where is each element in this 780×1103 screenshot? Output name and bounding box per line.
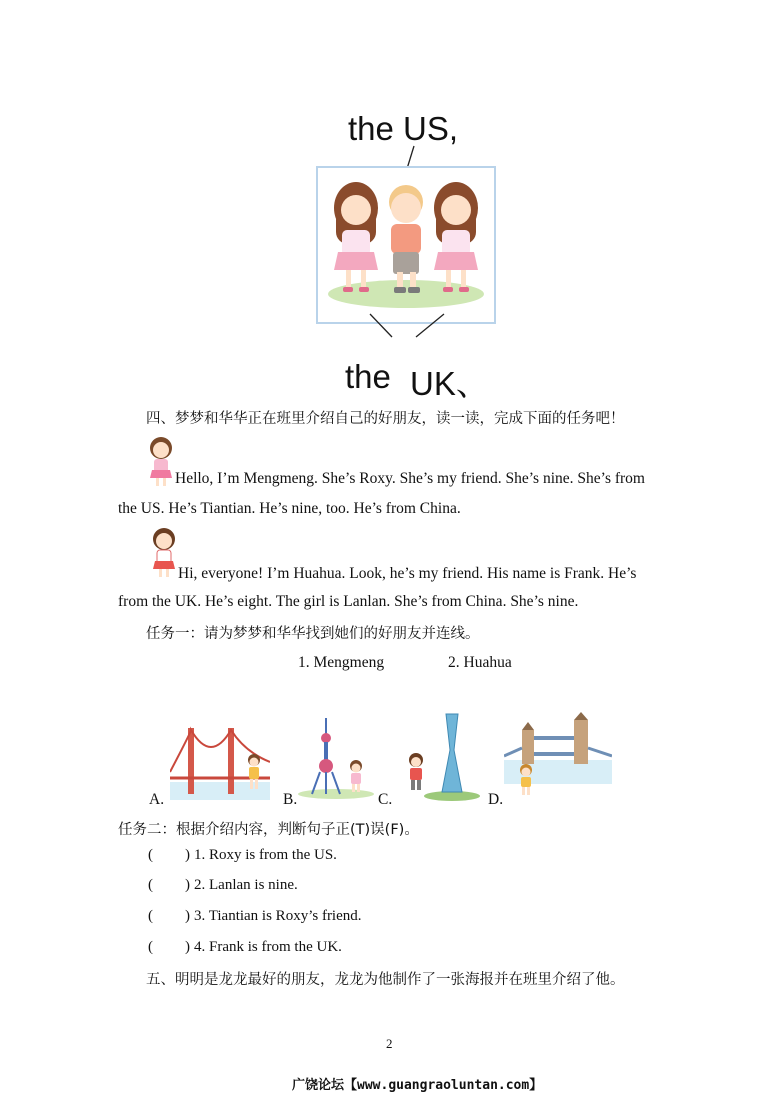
statement-2-text: 2. Lanlan is nine. xyxy=(194,877,298,893)
tower-bridge-icon xyxy=(504,712,612,796)
task-2-title: 任务二：根据介绍内容，判断句子正(T)误(F)。 xyxy=(118,822,419,838)
footer-site-name: 广饶论坛 xyxy=(292,1078,345,1093)
huahua-text-line-1: Hi, everyone! I’m Huahua. Look, he’s my friend. His name is Frank. He’s xyxy=(178,565,637,582)
mengmeng-text-line-2: the US. He’s Tiantian. He’s nine, too. He’s from China. xyxy=(118,500,461,517)
three-kids-illustration xyxy=(316,166,496,326)
statement-1-close-paren: ) xyxy=(185,847,190,863)
option-d-label: D. xyxy=(488,791,504,808)
statement-4-open-paren: ( xyxy=(148,939,153,955)
label-the-us: the US, xyxy=(348,110,459,147)
statement-4-text: 4. Frank is from the UK. xyxy=(194,939,342,955)
page-number: 2 xyxy=(386,1036,393,1051)
option-b-label: B. xyxy=(283,791,298,808)
mengmeng-avatar-icon xyxy=(148,436,174,488)
label-uk: UK、 xyxy=(410,365,489,402)
oriental-pearl-tower-icon xyxy=(296,714,376,800)
huahua-avatar-icon xyxy=(150,527,178,581)
statement-1-text: 1. Roxy is from the US. xyxy=(194,847,337,863)
statement-3-open-paren: ( xyxy=(148,908,153,924)
footer-url[interactable]: 【www.guangraoluntan.com】 xyxy=(344,1078,543,1093)
pointer-lines-uk xyxy=(364,310,454,340)
statement-2-close-paren: ) xyxy=(185,877,190,893)
golden-gate-bridge-icon xyxy=(170,722,270,802)
statement-3-text: 3. Tiantian is Roxy’s friend. xyxy=(194,908,362,924)
choice-mengmeng: 1. Mengmeng xyxy=(298,654,385,671)
task-1-title: 任务一：请为梦梦和华华找到她们的好朋友并连线。 xyxy=(146,626,480,642)
section-5-title: 五、明明是龙龙最好的朋友，龙龙为他制作了一张海报并在班里介绍了他。 xyxy=(146,972,625,988)
label-the: the xyxy=(345,358,391,395)
canton-tower-icon xyxy=(400,710,484,802)
choice-huahua: 2. Huahua xyxy=(448,654,512,671)
section-4-title: 四、梦梦和华华正在班里介绍自己的好朋友，读一读，完成下面的任务吧！ xyxy=(146,411,625,427)
statement-3-close-paren: ) xyxy=(185,908,190,924)
statement-1-open-paren: ( xyxy=(148,847,153,863)
option-c-label: C. xyxy=(378,791,393,808)
footer xyxy=(292,1074,542,1093)
statement-4-close-paren: ) xyxy=(185,939,190,955)
mengmeng-text-line-1: Hello, I’m Mengmeng. She’s Roxy. She’s my friend. She’s nine. She’s from xyxy=(175,470,645,487)
statement-2-open-paren: ( xyxy=(148,877,153,893)
option-a-label: A. xyxy=(149,791,165,808)
huahua-text-line-2: from the UK. He’s eight. The girl is Lanlan. She’s from China. She’s nine. xyxy=(118,593,579,610)
